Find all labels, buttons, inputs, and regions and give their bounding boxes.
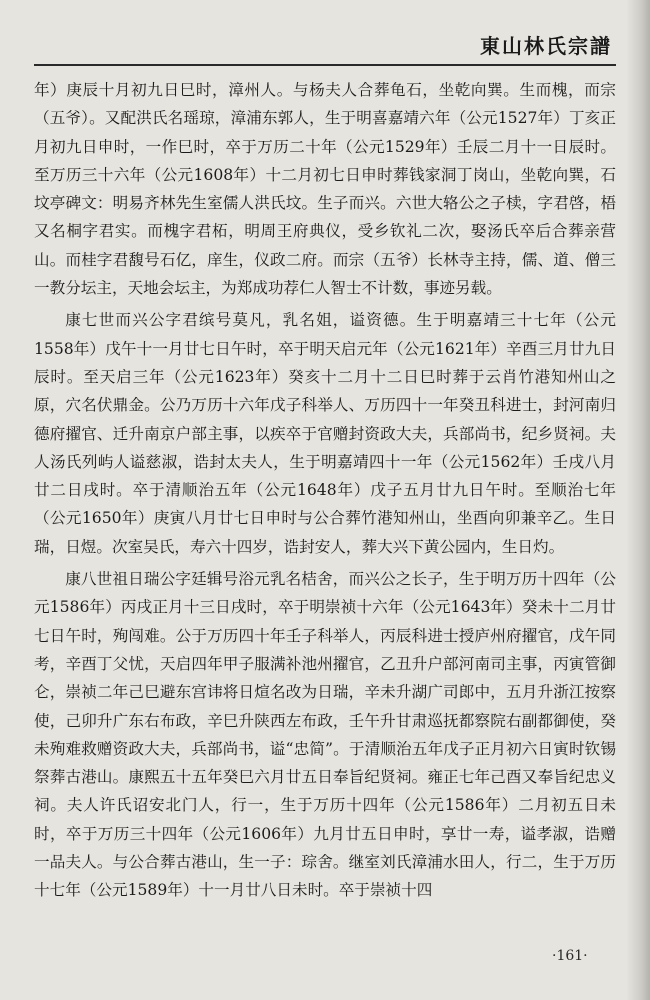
- paragraph-eighth-generation: 康八世祖日瑞公字廷辑号浴元乳名桔舍，而兴公之长子，生于明万历十四年（公元1586年）丙戌正月十三日戌时，卒于明崇祯十六年（公元1643年）癸未十二月廿七日午时，殉闯难。公于万历四十年壬子科举人，丙辰科进士授庐州府擢官，戊午同考，辛酉丁父忧，天启四年甲子服满补池州擢官，乙丑升户部河南司主事，丙寅管御仑，崇祯二年己巳避东宫讳将日煊名改为日瑞，辛未升湖广司郎中，五月升浙江按察使，己卯升广东右布政，辛巳升陕西左布政，壬午升甘肃巡抚都察院右副都御使，癸未殉难救赠资政大夫，兵部尚书，谥“忠简”。于清顺治五年戊子正月初六日寅时钦锡祭葬古港山。康熙五十五年癸巳六月廿五日奉旨纪贤祠。雍正七年己酉又奉旨纪忠义祠。夫人许氏诏安北门人，行一，生于万历十四年（公元1586年）二月初五日未时，卒于万历三十四年（公元1606年）九月廿五日申时，享廿一寿，谥孝淑，诰赠一品夫人。与公合葬古港山，生一子：琮舍。继室刘氏漳浦水田人，行二，生于万历十七年（公元1589年）十一月廿八日未时。卒于崇祯十四: [34, 570, 616, 900]
- paragraph-continued: 年）庚辰十月初九日巳时，漳州人。与杨夫人合葬龟石，坐乾向巽。生而槐，而宗（五爷）。又配洪氏名瑶琼，漳浦东郭人，生于明喜嘉靖六年（公元1527年）丁亥正月初九日申时，一作巳时，卒于万历二十年（公元1529年）壬辰二月十一日辰时。至万历三十六年（公元1608年）十二月初七日申时葬钱家洞丁岗山，坐乾向巽，石坟亭碑文：明易齐林先生室儒人洪氏坟。生子而兴。六世大辂公之子椟，字君啓，梧又名桐字君实。而槐字君柘，明周王府典仪，受乡钦礼二次，娶汤氏卒后合葬亲营山。而桂字君馥号石亿，庠生，仪政二府。而宗（五爷）长林寺主持，儒、道、僧三一教分坛主，天地会坛主，为郑成功荐仁人智士不计数，事迹另载。: [34, 81, 616, 298]
- page-number: ·161·: [552, 948, 588, 964]
- binding-shadow: [626, 0, 650, 1000]
- page-body: [34, 76, 616, 905]
- running-header-title: 東山林氏宗譜: [480, 34, 612, 58]
- paragraph-seventh-generation: 康七世而兴公字君缤号莫凡，乳名姐，谥资德。生于明嘉靖三十七年（公元1558年）戊午十一月廿七日午时，卒于明天启元年（公元1621年）辛酉三月廿九日辰时。至天启三年（公元1623年）癸亥十二月十二日巳时葬于云肖竹港知州山之原，穴名伏鼎金。公乃万历十六年戊子科举人、万历四十一年癸丑科进士，封河南归德府擢官、迁升南京户部主事，以疾卒于官赠封资政大夫，兵部尚书，纪乡贤祠。夫人汤氏列屿人谥慈淑，诰封太夫人，生于明嘉靖四十一年（公元1562年）壬戌八月廿二日戌时。卒于清顺治五年（公元1648年）戊子五月廿九日午时。至顺治七年（公元1650年）庚寅八月廿七日申时与公合葬竹港知州山，坐酉向卯兼辛乙。生日瑞，日煜。次室吴氏，寿六十四岁，诰封安人，葬大兴下黄公园内，生日灼。: [34, 311, 616, 556]
- header-rule: [34, 64, 616, 66]
